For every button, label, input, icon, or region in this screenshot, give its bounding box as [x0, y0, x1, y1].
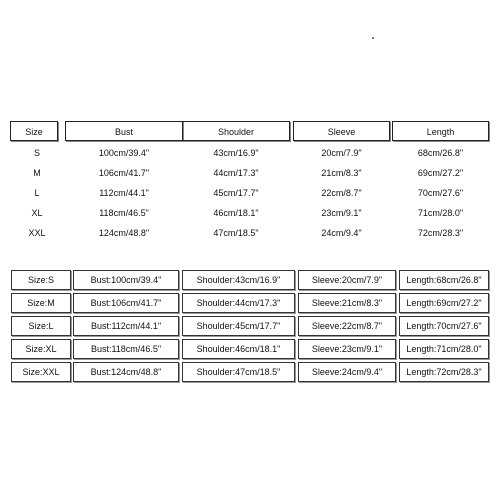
table-row: [11, 316, 489, 339]
size-cell: XXL: [28, 228, 46, 238]
sleeve-cell: Sleeve:23cm/9.1": [298, 339, 396, 359]
table-row: [10, 203, 489, 223]
table-row: [11, 339, 489, 362]
shoulder-cell: 44cm/17.3": [213, 168, 259, 178]
length-cell: 71cm/28.0": [417, 208, 464, 218]
sleeve-cell: 22cm/8.7": [321, 188, 362, 198]
length-cell: 72cm/28.3": [417, 228, 464, 238]
size-cell: XL: [31, 208, 43, 218]
sleeve-cell: 23cm/9.1": [321, 208, 362, 218]
bust-cell: Bust:124cm/48.8": [73, 362, 179, 382]
length-cell: Length:68cm/26.8": [399, 270, 489, 290]
bust-cell: 112cm/44.1": [99, 188, 149, 198]
sleeve-cell: 20cm/7.9": [321, 148, 362, 158]
size-chart-table: [10, 121, 489, 243]
header-size: Size: [10, 121, 58, 141]
header-sleeve: Sleeve: [293, 121, 390, 141]
length-cell: Length:70cm/27.6": [399, 316, 489, 336]
table-row: [10, 143, 489, 163]
shoulder-cell: Shoulder:45cm/17.7": [182, 316, 295, 336]
table-row: [10, 183, 489, 203]
stray-dot: [372, 37, 374, 39]
size-cell: Size:M: [11, 293, 71, 313]
length-cell: 68cm/26.8": [417, 148, 464, 158]
table-row: [10, 163, 489, 183]
table-row: [11, 293, 489, 316]
bust-cell: Bust:112cm/44.1": [73, 316, 179, 336]
bust-cell: Bust:106cm/41.7": [73, 293, 179, 313]
size-chart-header-row: [10, 121, 489, 143]
header-bust: Bust: [65, 121, 183, 141]
size-cell: M: [33, 168, 41, 178]
sleeve-cell: Sleeve:21cm/8.3": [298, 293, 396, 313]
length-cell: Length:72cm/28.3": [399, 362, 489, 382]
sleeve-cell: 24cm/9.4": [321, 228, 362, 238]
size-chart-labeled-table: [11, 270, 489, 385]
sleeve-cell: Sleeve:20cm/7.9": [298, 270, 396, 290]
table-row: [11, 270, 489, 293]
bust-cell: 124cm/48.8": [98, 228, 150, 238]
size-cell: Size:L: [11, 316, 71, 336]
size-cell: Size:S: [11, 270, 71, 290]
size-cell: Size:XL: [11, 339, 71, 359]
table-row: [10, 223, 489, 243]
length-cell: 70cm/27.6": [417, 188, 464, 198]
sleeve-cell: Sleeve:22cm/8.7": [298, 316, 396, 336]
bust-cell: Bust:100cm/39.4": [73, 270, 179, 290]
shoulder-cell: Shoulder:43cm/16.9": [182, 270, 295, 290]
sleeve-cell: 21cm/8.3": [321, 168, 362, 178]
length-cell: Length:71cm/28.0": [399, 339, 489, 359]
bust-cell: Bust:118cm/46.5": [73, 339, 179, 359]
length-cell: Length:69cm/27.2": [399, 293, 489, 313]
size-cell: Size:XXL: [11, 362, 71, 382]
sleeve-cell: Sleeve:24cm/9.4": [298, 362, 396, 382]
size-chart-body: [10, 143, 489, 243]
length-cell: 69cm/27.2": [417, 168, 464, 178]
bust-cell: 118cm/46.5": [99, 208, 149, 218]
size-cell: S: [33, 148, 40, 158]
header-shoulder: Shoulder: [182, 121, 290, 141]
bust-cell: 106cm/41.7": [98, 168, 150, 178]
bust-cell: 100cm/39.4": [98, 148, 150, 158]
shoulder-cell: 46cm/18.1": [213, 208, 259, 218]
shoulder-cell: 45cm/17.7": [213, 188, 259, 198]
table-row: [11, 362, 489, 385]
size-cell: L: [34, 188, 40, 198]
shoulder-cell: 43cm/16.9": [213, 148, 259, 158]
shoulder-cell: 47cm/18.5": [213, 228, 259, 238]
shoulder-cell: Shoulder:44cm/17.3": [182, 293, 295, 313]
shoulder-cell: Shoulder:46cm/18.1": [182, 339, 295, 359]
shoulder-cell: Shoulder:47cm/18.5": [182, 362, 295, 382]
header-length: Length: [392, 121, 489, 141]
